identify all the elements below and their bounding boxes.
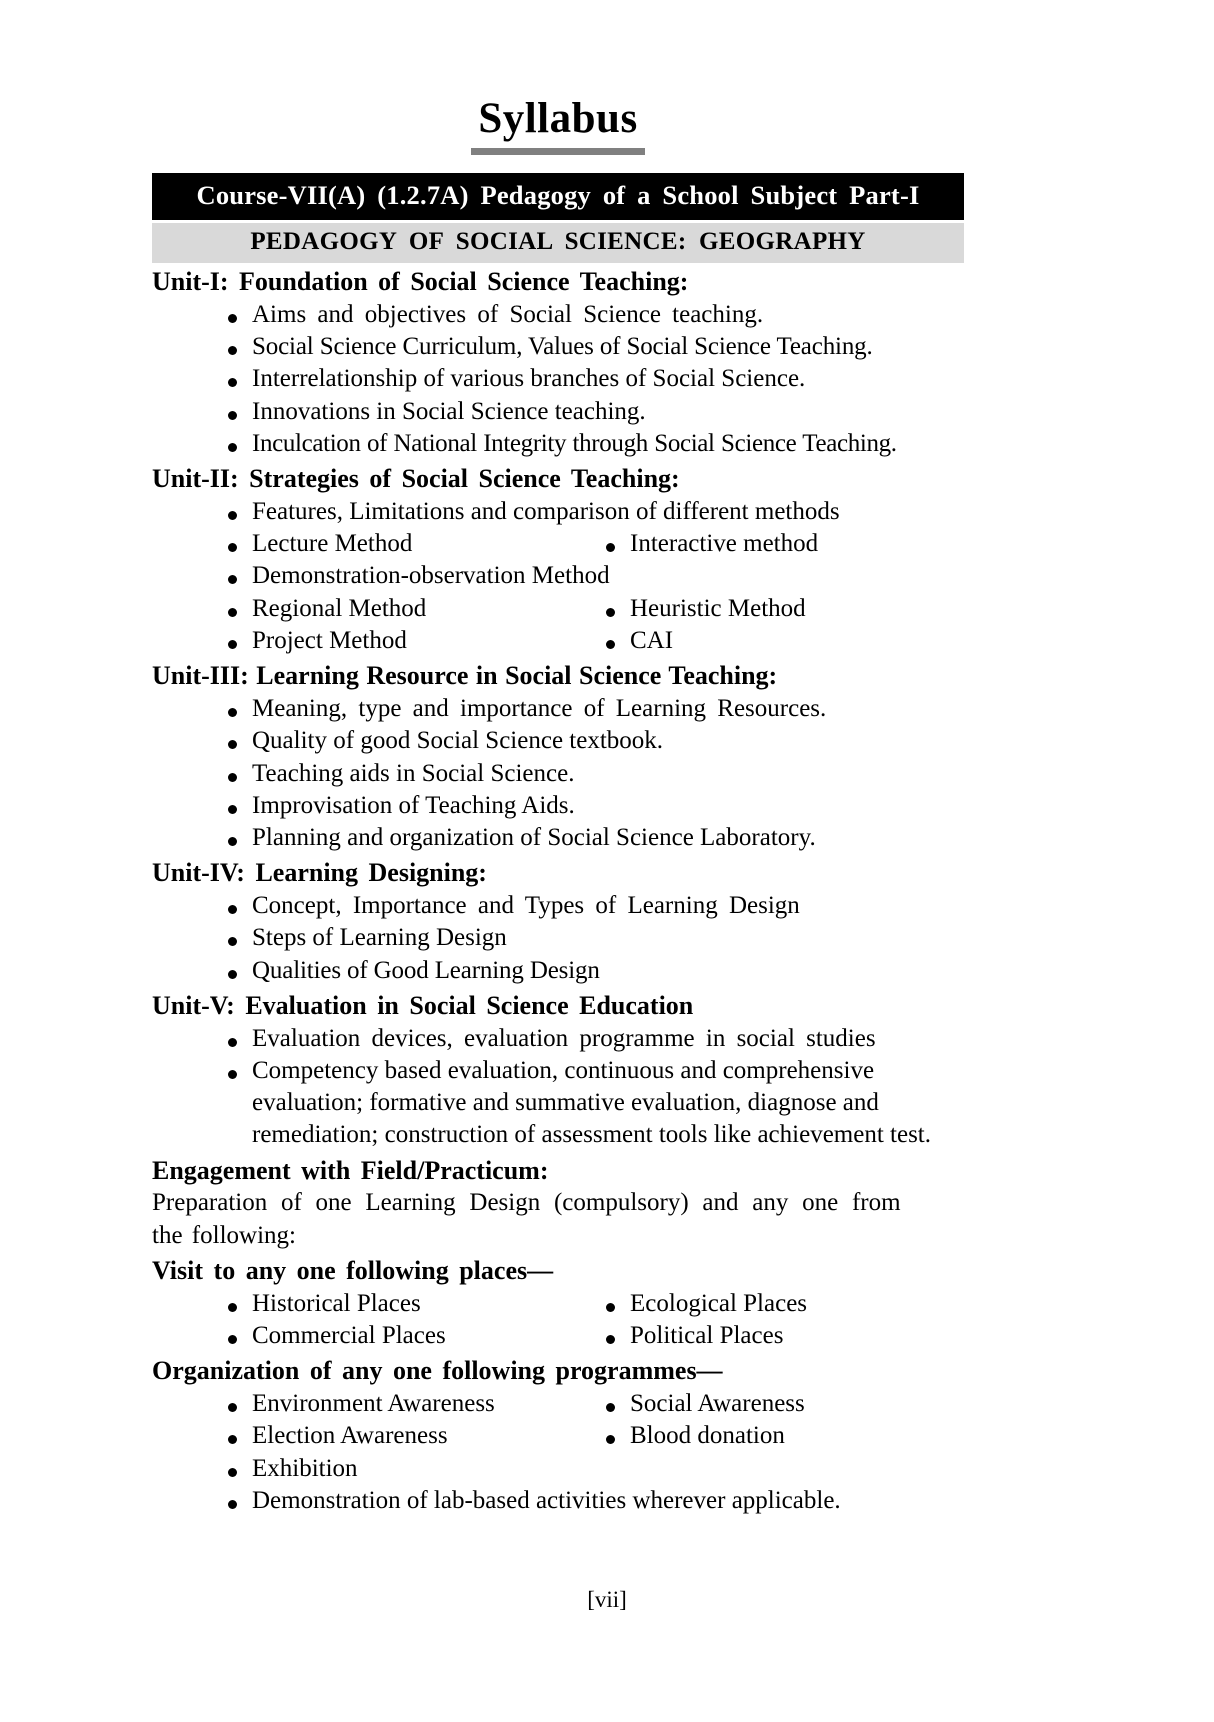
list-item — [220, 790, 964, 822]
bullet-text: Meaning, type and importance of Learning Resources. — [252, 695, 827, 723]
page-number: [vii] — [587, 1587, 627, 1612]
bullet-text-secondary: Ecological Places — [598, 1288, 807, 1320]
bullet-text: Evaluation devices, evaluation programme in social studies — [252, 1024, 876, 1052]
unit-heading-5: Unit-V: Evaluation in Social Science Education — [152, 990, 694, 1020]
unit-2-bullet-list — [152, 496, 964, 657]
unit-heading-2: Unit-II: Strategies of Social Science Teaching: — [152, 464, 680, 494]
bullet-text: Environment Awareness — [252, 1390, 495, 1418]
practicum-paragraph-line-1: Preparation of one Learning Design (compulsory) and any one from — [152, 1189, 901, 1217]
organization-bullet-list — [152, 1388, 964, 1517]
bullet-text: Innovations in Social Science teaching. — [252, 397, 646, 425]
subject-title-bar: PEDAGOGY OF SOCIAL SCIENCE: GEOGRAPHY — [152, 223, 964, 263]
unit-heading-1: Unit-I: Foundation of Social Science Teaching: — [152, 267, 689, 297]
unit-3-bullet-list — [152, 693, 964, 854]
list-item — [220, 955, 964, 987]
course-title-bar: Course-VII(A) (1.2.7A) Pedagogy of a School Subject Part-I — [152, 173, 964, 220]
list-item — [220, 1320, 964, 1352]
list-item — [220, 1388, 964, 1420]
list-item — [220, 1420, 964, 1452]
page-footer — [0, 1587, 1214, 1613]
list-item — [220, 1485, 964, 1517]
bullet-text: Features, Limitations and comparison of different methods — [252, 497, 840, 525]
list-item — [220, 593, 964, 625]
list-item — [220, 625, 964, 657]
bullet-text: Historical Places — [252, 1289, 421, 1317]
organization-section-heading: Organization of any one following programmes— — [152, 1356, 723, 1386]
list-item — [220, 725, 964, 757]
list-item — [220, 528, 964, 560]
bullet-text-secondary: Heuristic Method — [598, 593, 806, 625]
bullet-text-secondary: CAI — [598, 625, 673, 657]
page-title-block — [152, 96, 964, 155]
page-content — [152, 96, 964, 1517]
list-item — [220, 1055, 964, 1152]
bullet-text: Competency based evaluation, continuous and comprehensive evaluation; formative and summative evaluation, diagnose and remediation; construction of assessment tools like achievement test. — [252, 1056, 931, 1149]
list-item — [220, 693, 964, 725]
bullet-text: Project Method — [252, 626, 407, 654]
list-item — [220, 922, 964, 954]
unit-5-bullet-list — [152, 1023, 964, 1152]
list-item — [220, 890, 964, 922]
bullet-text: Steps of Learning Design — [252, 924, 507, 952]
unit-heading-3: Unit-III: Learning Resource in Social Science Teaching: — [152, 661, 778, 691]
unit-heading-4: Unit-IV: Learning Designing: — [152, 858, 487, 888]
visit-bullet-list — [152, 1288, 964, 1353]
visit-section-heading: Visit to any one following places— — [152, 1255, 554, 1285]
bullet-text: Planning and organization of Social Science Laboratory. — [252, 824, 816, 852]
unit-4-bullet-list — [152, 890, 964, 987]
practicum-heading: Engagement with Field/Practicum: — [152, 1155, 549, 1185]
bullet-text: Improvisation of Teaching Aids. — [252, 791, 575, 819]
bullet-text: Aims and objectives of Social Science teaching. — [252, 300, 764, 328]
list-item — [220, 496, 964, 528]
list-item — [220, 822, 964, 854]
bullet-text: Regional Method — [252, 594, 427, 622]
bullet-text-secondary: Blood donation — [598, 1420, 785, 1452]
bullet-text: Demonstration of lab-based activities wherever applicable. — [252, 1486, 841, 1514]
bullet-text: Exhibition — [252, 1454, 358, 1482]
bullet-text: Quality of good Social Science textbook. — [252, 727, 664, 755]
bullet-text-secondary: Social Awareness — [598, 1388, 805, 1420]
list-item — [220, 1453, 964, 1485]
list-item — [220, 560, 964, 592]
bullet-text-secondary: Political Places — [598, 1320, 783, 1352]
bullet-text: Social Science Curriculum, Values of Social Science Teaching. — [252, 333, 873, 361]
bullet-text-secondary: Interactive method — [598, 528, 818, 560]
list-item — [220, 363, 964, 395]
list-item — [220, 1023, 964, 1055]
list-item — [220, 299, 964, 331]
bullet-text: Interrelationship of various branches of Social Science. — [252, 365, 806, 393]
page-title: Syllabus — [478, 95, 638, 142]
bullet-text: Inculcation of National Integrity through Social Science Teaching. — [252, 429, 897, 457]
bullet-text: Demonstration-observation Method — [252, 562, 610, 590]
bullet-text: Lecture Method — [252, 530, 413, 558]
bullet-text: Qualities of Good Learning Design — [252, 956, 600, 984]
bullet-text: Teaching aids in Social Science. — [252, 759, 575, 787]
list-item — [220, 331, 964, 363]
list-item — [220, 396, 964, 428]
unit-1-bullet-list — [152, 299, 964, 460]
title-underline-rule — [471, 148, 645, 155]
practicum-paragraph — [152, 1187, 964, 1252]
bullet-text: Concept, Importance and Types of Learning Design — [252, 892, 800, 920]
bullet-text: Commercial Places — [252, 1321, 446, 1349]
practicum-paragraph-line-2: the following: — [152, 1221, 296, 1249]
list-item — [220, 428, 964, 460]
bullet-text: Election Awareness — [252, 1422, 448, 1450]
list-item — [220, 758, 964, 790]
list-item — [220, 1288, 964, 1320]
